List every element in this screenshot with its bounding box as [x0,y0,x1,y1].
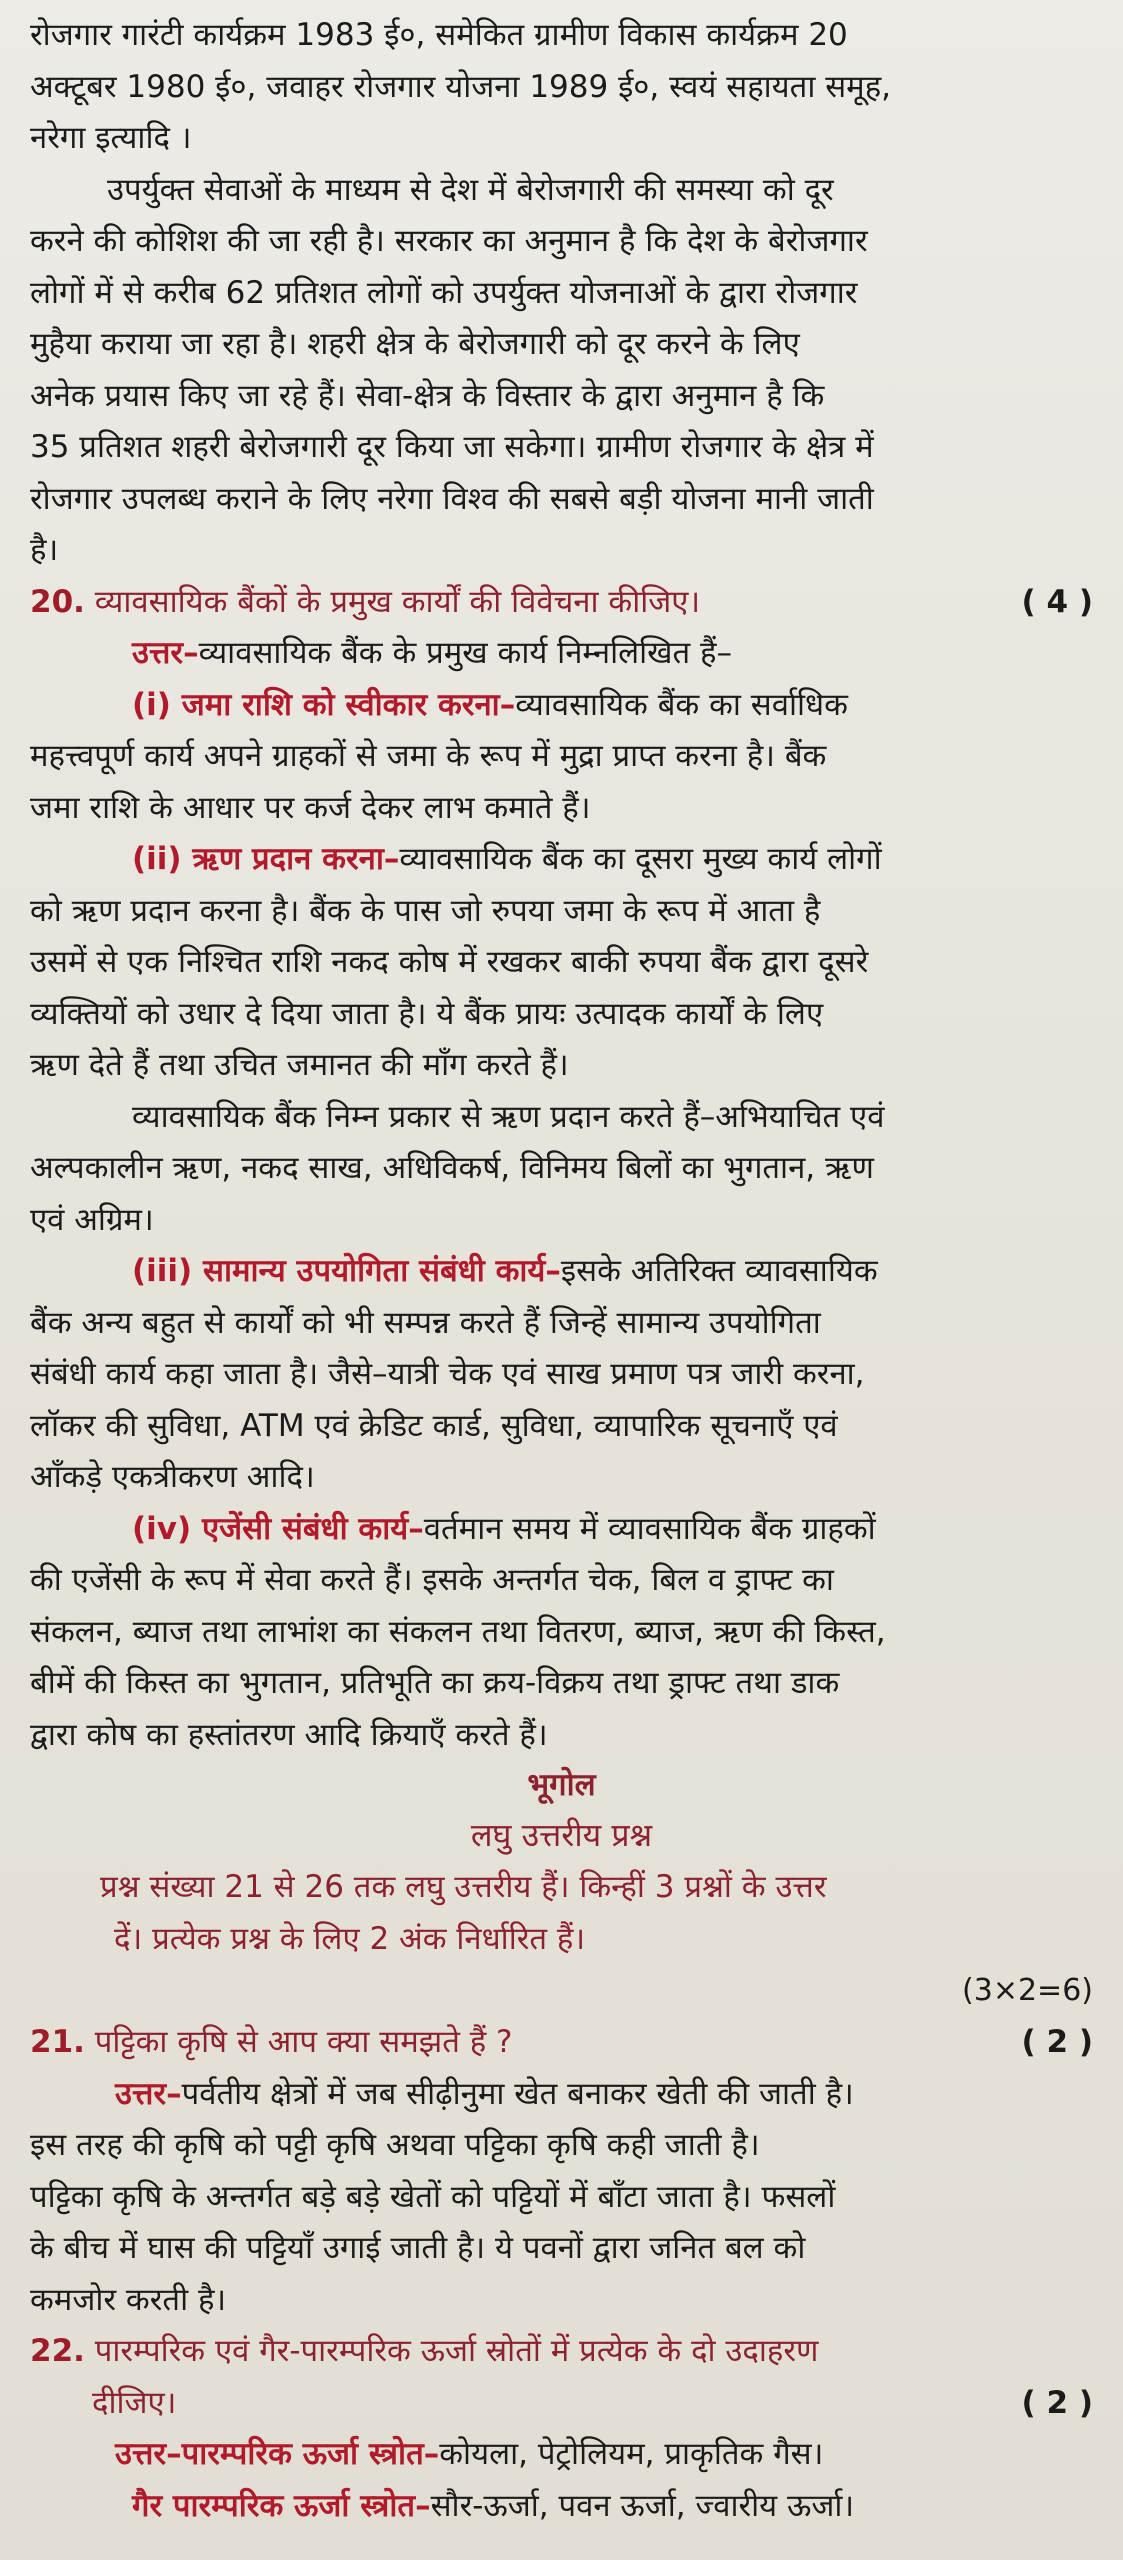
text-line: है। [30,532,59,568]
section-title: भूगोल [527,1767,596,1803]
text-line: रोजगार गारंटी कार्यक्रम 1983 ई०, समेकित ग्रामीण विकास कार्यक्रम 20 [30,17,848,53]
question-number: 22. [30,2333,85,2369]
text-line: उपर्युक्त सेवाओं के माध्यम से देश में बेरोजगारी की समस्या को दूर [107,171,834,208]
answer-label: उत्तर– [115,2075,182,2112]
point-iv [30,1504,1093,1762]
text-line: लॉकर की सुविधा, ATM एवं क्रेडिट कार्ड, सुविधा, व्यापारिक सूचनाएँ एवं [30,1407,838,1444]
text-line: जमा राशि के आधार पर कर्ज देकर लाभ कमाते हैं। [30,789,591,826]
text-line: अल्पकालीन ऋण, नकद साख, अधिविकर्ष, विनिमय बिलों का भुगतान, ऋण [30,1150,874,1186]
point-first-line [30,680,1093,732]
answer-intro-text: व्यावसायिक बैंक के प्रमुख कार्य निम्नलिखित हैं– [198,635,732,671]
answer-text: कोयला, पेट्रोलियम, प्राकृतिक गैस। [439,2436,824,2472]
paragraph-block [30,165,1093,577]
answer-line [30,2481,1093,2533]
text-line: लोगों में से करीब 62 प्रतिशत लोगों को उपर्युक्त योजनाओं के द्वारा रोजगार [30,274,858,311]
point-first-line [30,1246,1093,1298]
text-line: आँकड़े एकत्रीकरण आदि। [30,1459,315,1495]
point-text: वर्तमान समय में व्यावसायिक बैंक ग्राहकों [423,1510,876,1547]
point-iii [30,1246,1093,1504]
section-marks-note: (3×2=6) [962,1973,1093,2008]
question-text: व्यावसायिक बैंकों के प्रमुख कार्यों की विवेचना कीजिए। [94,583,701,620]
question-text: दीजिए। [92,2384,177,2421]
answer-label: गैर पारम्परिक ऊर्जा स्त्रोत– [132,2487,431,2524]
point-text: व्यावसायिक बैंक का सर्वाधिक [515,686,848,723]
text-line: अनेक प्रयास किए जा रहे हैं। सेवा-क्षेत्र के विस्तार के द्वारा अनुमान है कि [30,377,825,414]
text-line: संबंधी कार्य कहा जाता है। जैसे–यात्री चेक एवं साख प्रमाण पत्र जारी करना, [30,1356,865,1392]
text-line: बीमें की किस्त का भुगतान, प्रतिभूति का क्रय-विक्रय तथा ड्राफ्ट तथा डाक [30,1665,840,1701]
question-heading [30,2326,1093,2378]
answer-line [30,2429,1093,2481]
text-line: को ऋण प्रदान करना है। बैंक के पास जो रुपया जमा के रूप में आता है [30,892,821,929]
text-line: द्वारा कोष का हस्तांतरण आदि क्रियाएँ करते हैं। [30,1716,548,1753]
text-line: नरेगा इत्यादि । [30,120,192,156]
question-text: पारम्परिक एवं गैर-पारम्परिक ऊर्जा स्रोतों में प्रत्येक के दो उदाहरण [94,2333,819,2369]
text-line: की एजेंसी के रूप में सेवा करते हैं। इसके अन्तर्गत चेक, बिल व ड्राफ्ट का [30,1562,834,1598]
point-heading: (iv) एजेंसी संबंधी कार्य– [132,1510,424,1547]
section-instruction: दें। प्रत्येक प्रश्न के लिए 2 अंक निर्धारित हैं। [114,1921,586,1957]
text-line: करने की कोशिश की जा रही है। सरकार का अनुमान है कि देश के बेरोजगार [30,223,868,259]
point-heading: (i) जमा राशि को स्वीकार करना– [132,686,516,723]
answer-label: उत्तर–पारम्परिक ऊर्जा स्त्रोत– [115,2436,440,2472]
question-marks: ( 4 ) [1021,583,1093,620]
loan-paragraph [30,1092,1093,1247]
answer-first-line [30,2069,1093,2121]
question-marks: ( 2 ) [1021,2384,1093,2421]
text-line: ऋण देते हैं तथा उचित जमानत की माँग करते हैं। [30,1047,569,1083]
text-line: इस तरह की कृषि को पट्टी कृषि अथवा पट्टिका कृषि कही जाती है। [30,2127,760,2163]
point-i [30,680,1093,835]
question-heading-cont [30,2378,1093,2430]
text-line: उसमें से एक निश्चित राशि नकद कोष में रखकर बाकी रुपया बैंक द्वारा दूसरे [30,944,869,980]
text-line: व्यावसायिक बैंक निम्न प्रकार से ऋण प्रदान करते हैं–अभियाचित एवं [132,1098,885,1135]
answer-intro [30,628,1093,680]
question-heading [30,2017,1093,2069]
point-first-line [30,834,1093,886]
answer-label: उत्तर– [132,635,199,671]
question-21 [30,2017,1093,2326]
text-line: अक्टूबर 1980 ई०, जवाहर रोजगार योजना 1989 ई०, स्वयं सहायता समूह, [30,68,892,105]
point-first-line [30,1504,1093,1556]
text-line: व्यक्तियों को उधार दे दिया जाता है। ये बैंक प्रायः उत्पादक कार्यों के लिए [30,995,824,1032]
point-text: इसके अतिरिक्त व्यावसायिक [560,1253,878,1289]
question-marks: ( 2 ) [1021,2024,1093,2060]
text-line: बैंक अन्य बहुत से कार्यों को भी सम्पन्न करते हैं जिन्हें सामान्य उपयोगिता [30,1304,821,1341]
question-20 [30,577,1093,1762]
answer-text: सौर-ऊर्जा, पवन ऊर्जा, ज्वारीय ऊर्जा। [430,2487,855,2524]
point-heading: (ii) ऋण प्रदान करना– [132,841,400,877]
section-subtitle: लघु उत्तरीय प्रश्न [470,1816,653,1854]
text-line: कमजोर करती है। [30,2281,227,2318]
question-text: पट्टिका कृषि से आप क्या समझते हैं ? [94,2024,513,2060]
point-heading: (iii) सामान्य उपयोगिता संबंधी कार्य– [132,1253,561,1289]
question-22 [30,2326,1093,2532]
text-line: संकलन, ब्याज तथा लाभांश का संकलन तथा वितरण, ब्याज, ऋण की किस्त, [30,1613,886,1650]
point-ii [30,834,1093,1092]
point-text: व्यावसायिक बैंक का दूसरा मुख्य कार्य लोगों [399,841,882,877]
text-line: एवं अग्रिम। [30,1201,154,1238]
text-line: मुहैया कराया जा रहा है। शहरी क्षेत्र के बेरोजगारी को दूर करने के लिए [30,326,800,362]
section-instruction: प्रश्न संख्या 21 से 26 तक लघु उत्तरीय हैं। किन्हीं 3 प्रश्नों के उत्तर [100,1869,827,1905]
text-line: रोजगार उपलब्ध कराने के लिए नरेगा विश्व की सबसे बड़ी योजना मानी जाती [30,480,874,517]
question-number: 20. [30,583,85,620]
text-line: के बीच में घास की पट्टियाँ उगाई जाती है। ये पवनों द्वारा जनित बल को [30,2230,806,2266]
intro-block [30,10,1093,165]
answer-text: पर्वतीय क्षेत्रों में जब सीढ़ीनुमा खेत बनाकर खेती की जाती है। [181,2075,854,2112]
question-heading [30,577,1093,629]
text-line: 35 प्रतिशत शहरी बेरोजगारी दूर किया जा सकेगा। ग्रामीण रोजगार के क्षेत्र में [30,429,874,465]
question-number: 21. [30,2024,85,2060]
text-line: पट्टिका कृषि के अन्तर्गत बड़े बड़े खेतों को पट्टियों में बाँटा जाता है। फसलों [30,2178,836,2215]
text-line: महत्त्वपूर्ण कार्य अपने ग्राहकों से जमा के रूप में मुद्रा प्राप्त करना है। बैंक [30,738,827,774]
section-heading [30,1761,1093,2017]
